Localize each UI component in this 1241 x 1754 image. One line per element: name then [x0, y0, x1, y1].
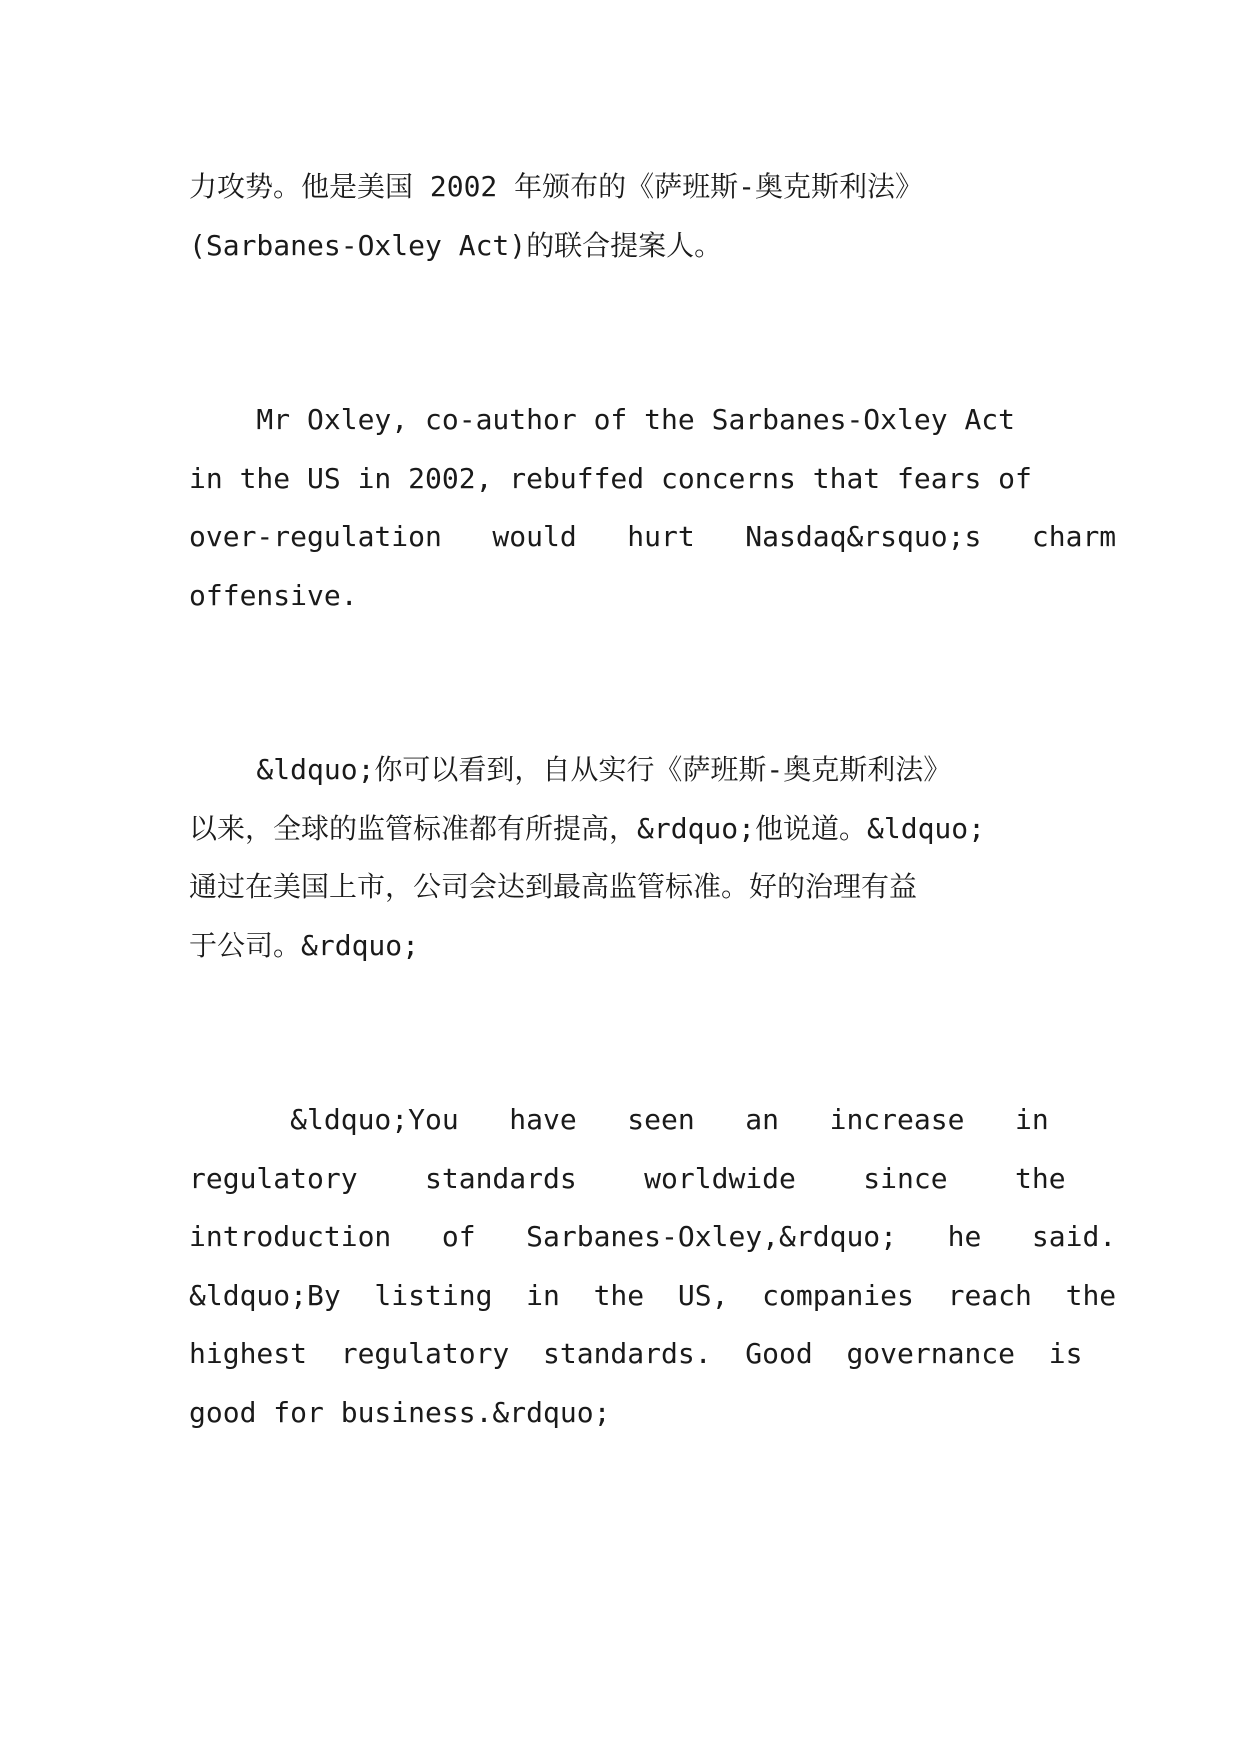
paragraph-chinese-quote — [189, 741, 1053, 975]
text-line: 于公司。&rdquo; — [189, 928, 420, 962]
text-line: 以来，全球的监管标准都有所提高，&rdquo;他说道。&ldquo; — [189, 811, 986, 845]
text-line: regulatory standards worldwide since the — [189, 1161, 1066, 1195]
text-line: good for business.&rdquo; — [189, 1395, 611, 1429]
text-line: over-regulation would hurt Nasdaq&rsquo;s charm — [189, 520, 1117, 553]
text-line: &ldquo;你可以看到，自从实行《萨班斯-奥克斯利法》 — [189, 753, 952, 786]
text-line: introduction of Sarbanes-Oxley,&rdquo; he said. — [189, 1220, 1117, 1253]
text-line: in the US in 2002, rebuffed concerns that fears of — [189, 461, 1032, 495]
paragraph-english-oxley — [189, 391, 1117, 625]
paragraph-chinese-intro — [189, 158, 1053, 275]
text-line: offensive. — [189, 578, 358, 612]
text-line: &ldquo;By listing in the US, companies reach the — [189, 1278, 1117, 1312]
paragraph-english-quote — [189, 1091, 1117, 1442]
text-line: Mr Oxley, co-author of the Sarbanes-Oxley Act — [189, 403, 1016, 436]
text-line: 力攻势。他是美国 2002 年颁布的《萨班斯-奥克斯利法》 — [189, 170, 924, 203]
text-line: (Sarbanes-Oxley Act)的联合提案人。 — [189, 228, 723, 262]
text-line: &ldquo;You have seen an increase in — [189, 1103, 1049, 1136]
text-line: 通过在美国上市，公司会达到最高监管标准。好的治理有益 — [189, 870, 918, 903]
text-line: highest regulatory standards. Good governance is — [189, 1337, 1083, 1370]
